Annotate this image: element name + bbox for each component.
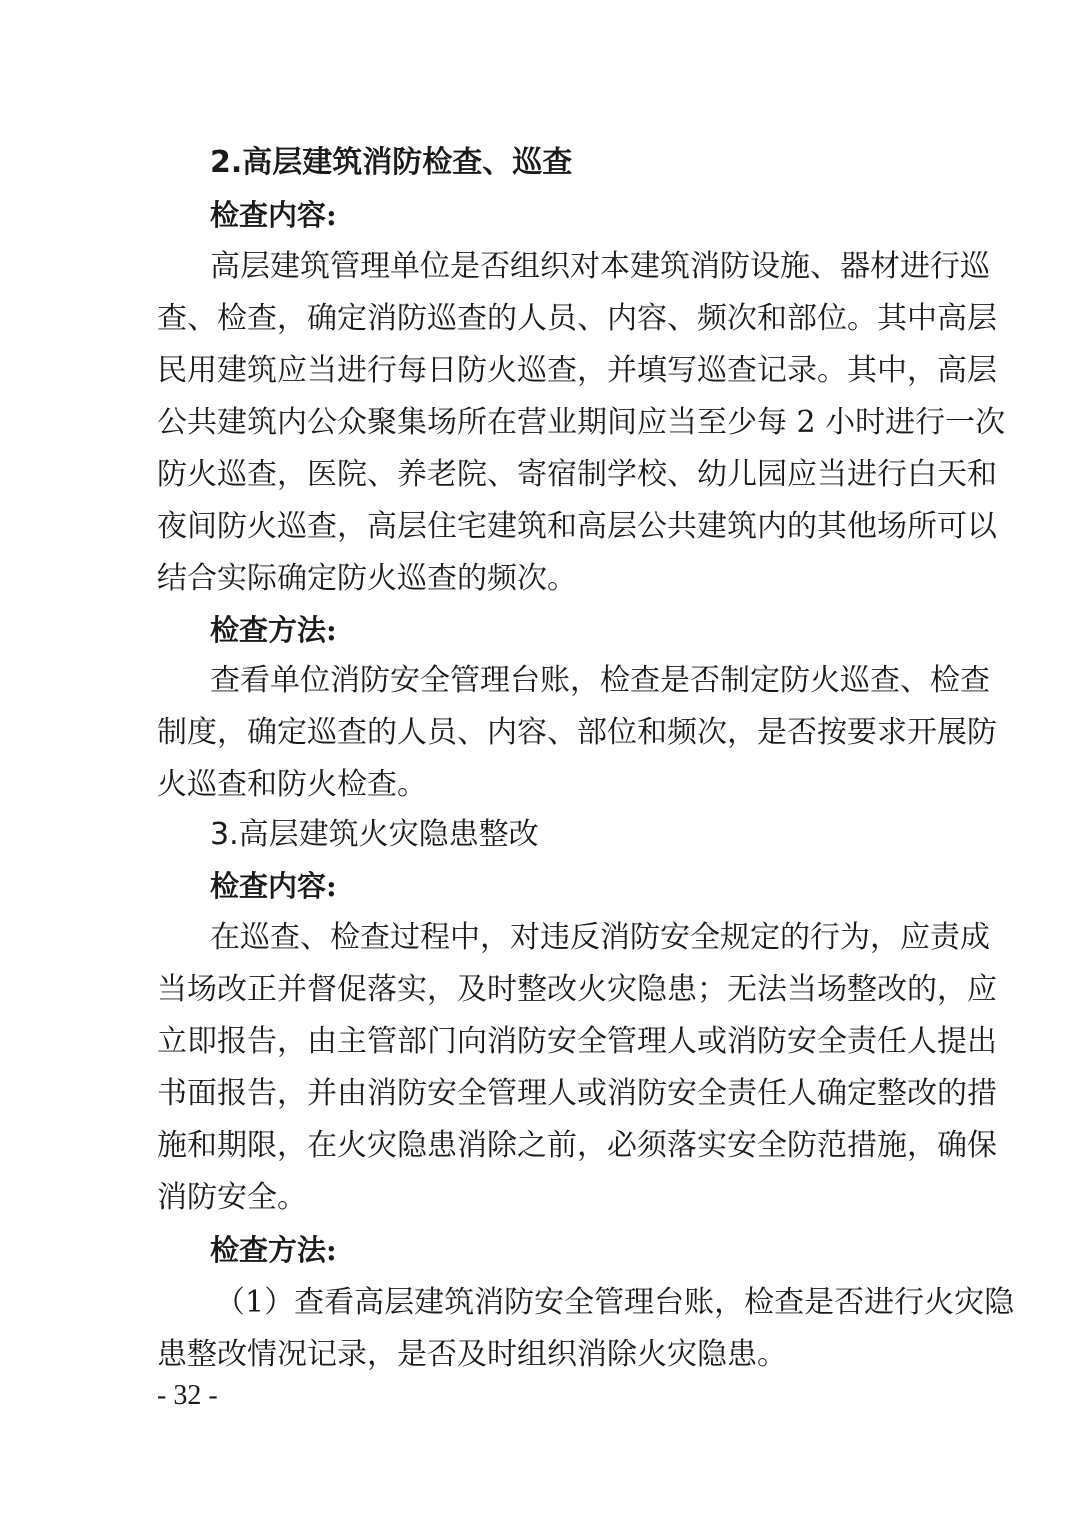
section-2-title: 2.高层建筑消防检查、巡查 [210,145,573,180]
paragraph-line: 夜间防火巡查，高层住宅建筑和高层公共建筑内的其他场所可以 [157,509,997,544]
paragraph-line: 施和期限，在火灾隐患消除之前，必须落实安全防范措施，确保 [157,1128,997,1163]
paragraph-line: 在巡查、检查过程中，对违反消防安全规定的行为，应责成 [210,920,990,955]
page-number: - 32 - [157,1380,218,1411]
paragraph-line: 结合实际确定防火巡查的频次。 [157,561,577,596]
section-3-title: 3.高层建筑火灾隐患整改 [210,817,539,852]
section-3-method-label: 检查方法: [210,1233,337,1267]
section-2-method-label: 检查方法: [210,613,337,647]
paragraph-line: 患整改情况记录，是否及时组织消除火灾隐患。 [157,1337,787,1372]
paragraph-line: 民用建筑应当进行每日防火巡查，并填写巡查记录。其中，高层 [157,353,997,388]
paragraph-line: 当场改正并督促落实，及时整改火灾隐患；无法当场整改的，应 [157,972,997,1007]
paragraph-line: 制度，确定巡查的人员、内容、部位和频次，是否按要求开展防 [157,715,997,750]
paragraph-line: 防火巡查，医院、养老院、寄宿制学校、幼儿园应当进行白天和 [157,457,997,492]
paragraph-line: 书面报告，并由消防安全管理人或消防安全责任人确定整改的措 [157,1076,997,1111]
paragraph-line: 火巡查和防火检查。 [157,767,427,802]
paragraph-line: （1）查看高层建筑消防安全管理台账，检查是否进行火灾隐 [215,1285,1015,1320]
paragraph-line: 立即报告，由主管部门向消防安全管理人或消防安全责任人提出 [157,1024,997,1059]
section-2-content-label: 检查内容: [210,198,337,232]
paragraph-line: 高层建筑管理单位是否组织对本建筑消防设施、器材进行巡 [210,249,990,284]
paragraph-line: 消防安全。 [157,1180,307,1215]
paragraph-line: 公共建筑内公众聚集场所在营业期间应当至少每 2 小时进行一次 [157,405,1006,440]
paragraph-line: 查、检查，确定消防巡查的人员、内容、频次和部位。其中高层 [157,301,997,336]
paragraph-line: 查看单位消防安全管理台账，检查是否制定防火巡查、检查 [210,663,990,698]
section-3-content-label: 检查内容: [210,869,337,903]
